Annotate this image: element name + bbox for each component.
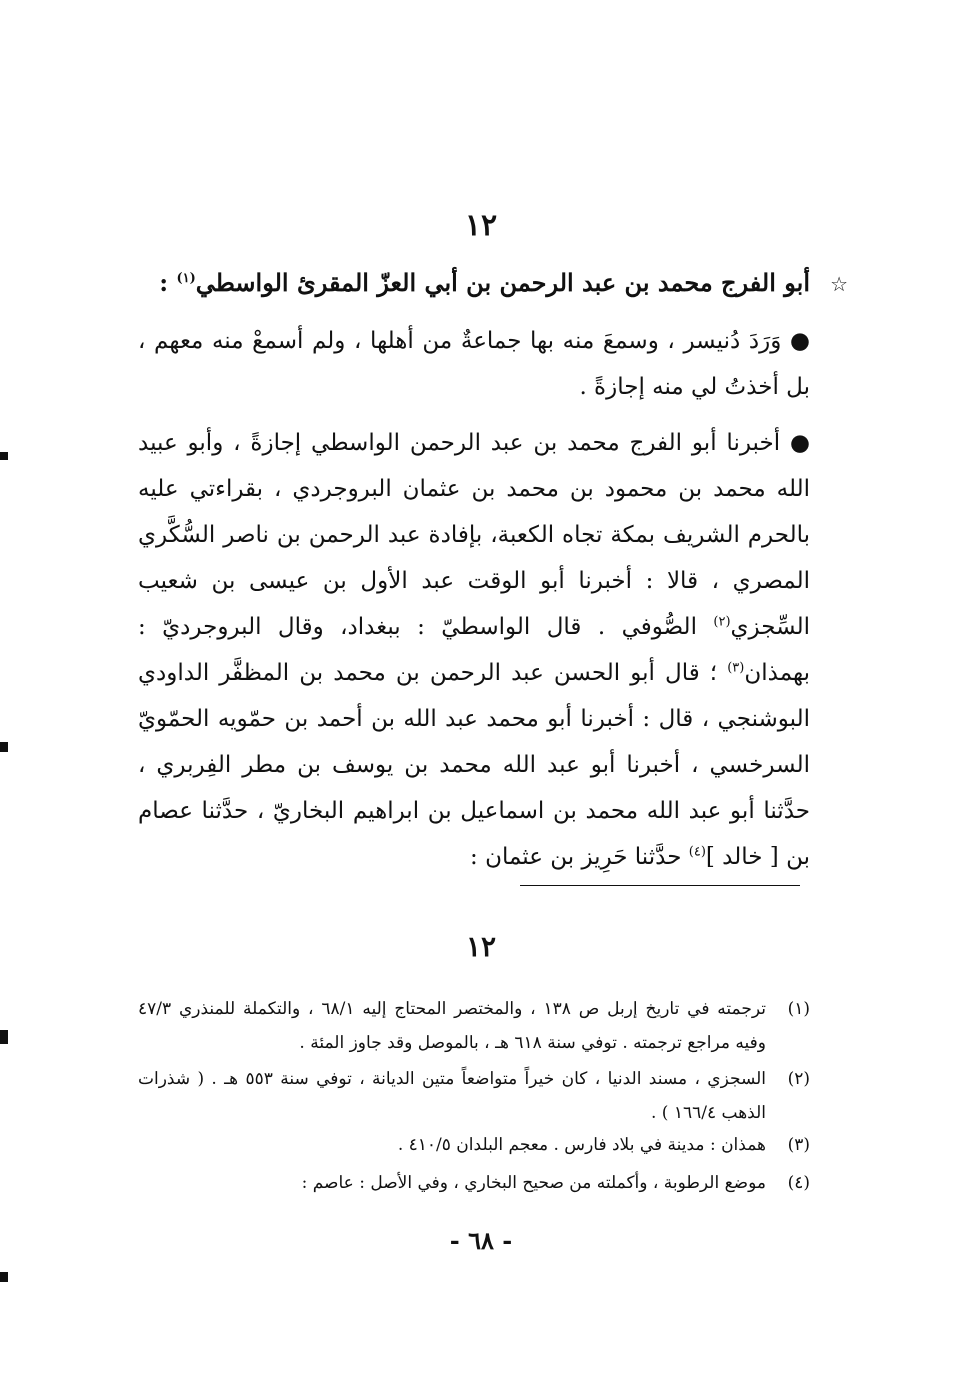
scan-edge-mark [0, 742, 8, 752]
footnotes-entry-number: ١٢ [465, 930, 497, 963]
footnote-4 [138, 1166, 810, 1200]
footnote-ref-1[interactable]: (١) [176, 271, 196, 286]
footnote-3 [138, 1128, 810, 1162]
footnote-1 [138, 992, 810, 1060]
footnote-ref-2[interactable]: (٢) [713, 614, 731, 630]
star-icon: ☆ [830, 272, 848, 296]
paragraph-2-part-2: الصُّوفي . قال الواسطيّ : ببغداد، وقال البروجرديّ : بهمذان [138, 614, 810, 686]
scan-edge-mark [0, 1272, 8, 1282]
paragraph-2-part-1: ● أخبرنا أبو الفرج محمد بن عبد الرحمن الواسطي إجازةً ، وأبو عبيد الله محمد بن محمود بن محمد بن عثمان البروجردي ، بقراءتي عليه بالحرم الشريف بمكة تجاه الكعبة، بإفادة عبد الرحمن بن ناصر السُّكَّري المصري ، قالا : أخبرنا أبو الوقت عبد الأول بن عيسى بن شعيب السِّجزي [138, 430, 810, 640]
page-number: - ٦٨ - [449, 1226, 513, 1255]
footnote-text: موضع الرطوبة ، وأكملته من صحيح البخاري ، وفي الأصل : عاصم : [301, 1173, 766, 1193]
heading-text: أبو الفرج محمد بن عبد الرحمن بن أبي العزّ المقرئ الواسطي [195, 268, 810, 297]
paragraph-2-part-4: حدَّثنا حَرِيز بن عثمان : [470, 844, 689, 870]
scan-edge-mark [0, 1030, 8, 1044]
scan-edge-mark [0, 452, 8, 460]
paragraph-2-part-3: ؛ قال أبو الحسن عبد الرحمن بن محمد بن المظفَّر الداودي البوشنجي ، قال : أخبرنا أبو محمد عبد الله بن أحمد بن حمّويه الحمّويّ السرخسي ، أخبرنا أبو عبد الله محمد بن يوسف بن مطر الفِربري ، حدَّثنا أبو عبد الله محمد بن اسماعيل بن ابراهيم البخاريّ ، حدَّثنا عصام بن [ خالد ] [138, 660, 810, 870]
footnote-ref-3[interactable]: (٣) [727, 660, 745, 676]
paragraph-1: ● وَرَدَ دُنيسر ، وسمعَ منه بها جماعةٌ من أهلها ، ولم أسمعْ منه معهم ، بل أخذتُ لي منه إجازةً . [138, 328, 810, 400]
footnote-separator [520, 885, 800, 886]
footnote-mark: (٢) [787, 1069, 810, 1089]
footnote-text: السجزي ، مسند الدنيا ، كان خيراً متواضعاً متين الديانة ، توفي سنة ٥٥٣ هـ . ( شذرات الذهب ١٦٦/٤ ) . [138, 1069, 767, 1123]
footnote-mark: (٤) [787, 1173, 810, 1193]
footnote-mark: (١) [787, 999, 810, 1019]
footnote-text: همذان : مدينة في بلاد فارس . معجم البلدان ٤١٠/٥ . [397, 1135, 766, 1155]
footnote-text: ترجمته في تاريخ إربل ص ١٣٨ ، والمختصر المحتاج إليه ٦٨/١ ، والتكملة للمنذري ٤٧/٣ وفيه مراجع ترجمته . توفي سنة ٦١٨ هـ ، بالموصل وقد جاوز المئة . [138, 999, 766, 1053]
entry-heading [130, 268, 848, 297]
footnote-ref-4[interactable]: (٤) [688, 844, 706, 860]
heading-tail: : [159, 268, 177, 297]
paragraph-2 [138, 420, 810, 880]
entry-number: ١٢ [464, 208, 498, 243]
footnote-mark: (٣) [787, 1135, 810, 1155]
footnote-2 [138, 1062, 810, 1130]
